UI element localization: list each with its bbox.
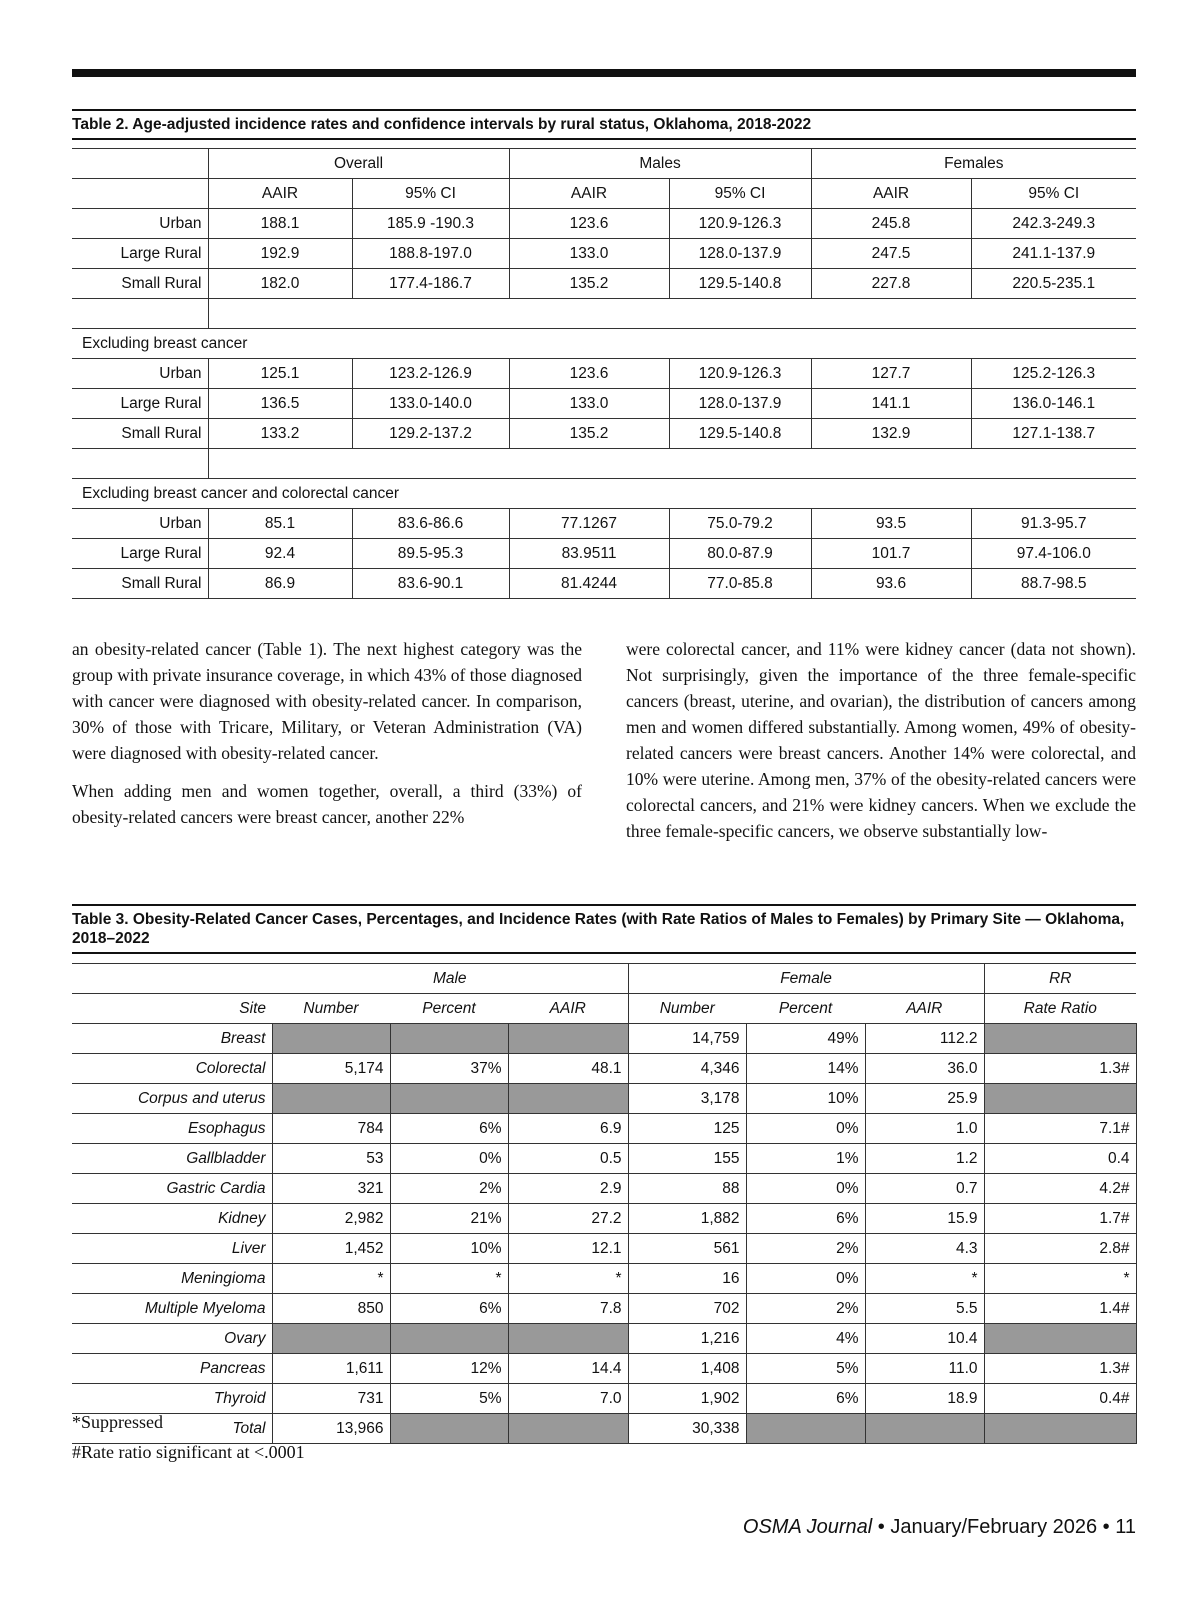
table3-cell: 1.2 — [865, 1144, 984, 1174]
table3-cell — [508, 1084, 628, 1114]
footnote-suppressed: *Suppressed — [72, 1412, 163, 1432]
table3-cell: 18.9 — [865, 1384, 984, 1414]
table3-column-header: AAIR — [865, 994, 984, 1024]
table3-column-header-row — [72, 994, 1136, 1024]
table2-cell: 92.4 — [208, 539, 352, 569]
table3-cell: 1,882 — [628, 1204, 746, 1234]
table3-cell — [984, 1084, 1136, 1114]
table3-cell: 1.3# — [984, 1054, 1136, 1084]
table3-cell: 12% — [390, 1354, 508, 1384]
table3-cell: 6% — [390, 1294, 508, 1324]
table3-cell: 5% — [746, 1354, 865, 1384]
issue-and-page: • January/February 2026 • 11 — [872, 1516, 1136, 1538]
table3-cell: 16 — [628, 1264, 746, 1294]
table3-row — [72, 1054, 1136, 1084]
table2-cell: 120.9-126.3 — [669, 359, 811, 389]
table3-cell — [390, 1024, 508, 1054]
table3-cell: 10% — [390, 1234, 508, 1264]
table2-cell: 77.1267 — [509, 509, 669, 539]
table3-site-label: Corpus and uterus — [72, 1084, 272, 1114]
table3-cell — [746, 1414, 865, 1444]
table3-cell — [984, 1024, 1136, 1054]
table2-cell: 132.9 — [811, 419, 971, 449]
table3-cell — [390, 1084, 508, 1114]
table2-row-label: Urban — [72, 359, 208, 389]
table2-cell: 85.1 — [208, 509, 352, 539]
table2-corner-cell — [72, 149, 208, 179]
table3-cell: 10.4 — [865, 1324, 984, 1354]
table2-row-label: Urban — [72, 209, 208, 239]
table2-row — [72, 239, 1136, 269]
table3-cell: 4% — [746, 1324, 865, 1354]
table3-cell — [865, 1414, 984, 1444]
table3-site-label: Meningioma — [72, 1264, 272, 1294]
body-paragraph: were colorectal cancer, and 11% were kidney cancer (data not shown). Not surprisingly, given the importance of the three female-specific cancers (breast, uterine, and ovarian), the distribution of cancers among men and women differed substantially. Among women, 49% of obesity-related cancers were breast cancers. Another 14% were colorectal, and 10% were uterine. Among men, 37% of the obesity-related cancers were colorectal cancers, and 21% were kidney cancers. When we exclude the three female-specific cancers, we observe substantially low- — [626, 639, 1136, 841]
table3-site-label: Ovary — [72, 1324, 272, 1354]
table2-cell: 81.4244 — [509, 569, 669, 599]
table2-cell: 136.0-146.1 — [971, 389, 1136, 419]
table2-group-label: Females — [811, 149, 1136, 179]
table3-cell: 2.9 — [508, 1174, 628, 1204]
table3-cell: 4.3 — [865, 1234, 984, 1264]
table2-cell: 129.5-140.8 — [669, 419, 811, 449]
table2-section-title: Excluding breast cancer and colorectal cancer — [72, 479, 1136, 509]
table3-cell: 6% — [746, 1384, 865, 1414]
table3-cell: 2% — [746, 1294, 865, 1324]
table3-column-header: Percent — [746, 994, 865, 1024]
table3-site-label: Breast — [72, 1024, 272, 1054]
table3-cell: 10% — [746, 1084, 865, 1114]
table2-cell: 125.2-126.3 — [971, 359, 1136, 389]
table2-group-header — [72, 149, 1136, 179]
table2-cell: 177.4-186.7 — [352, 269, 509, 299]
table2-section-row — [72, 479, 1136, 509]
table3-cell: 6% — [390, 1114, 508, 1144]
table3-site-label: Esophagus — [72, 1114, 272, 1144]
table3-cell: 784 — [272, 1114, 390, 1144]
table2-spacer-cell — [208, 449, 1136, 479]
table2-row-label: Small Rural — [72, 569, 208, 599]
table3-cell: 27.2 — [508, 1204, 628, 1234]
table3-cell: * — [508, 1264, 628, 1294]
table2-row — [72, 509, 1136, 539]
table2-cell: 86.9 — [208, 569, 352, 599]
table3-cell: 14.4 — [508, 1354, 628, 1384]
table3-cell: 731 — [272, 1384, 390, 1414]
body-paragraph: an obesity-related cancer (Table 1). The next highest category was the group with private insurance coverage, in which 43% of those diagnosed with cancer were diagnosed with obesity-related cancer. In comparison, 30% of those with Tricare, Military, or Veteran Administration (VA) were diagnosed with obesity-related cancer. — [72, 639, 582, 763]
table3-row — [72, 1174, 1136, 1204]
table2-row — [72, 389, 1136, 419]
table3-cell — [984, 1324, 1136, 1354]
table2-cell: 135.2 — [509, 419, 669, 449]
table3-cell — [390, 1414, 508, 1444]
body-column-left — [72, 636, 582, 842]
table2-cell: 123.6 — [509, 209, 669, 239]
table2-cell: 227.8 — [811, 269, 971, 299]
table3-corner-cell — [72, 964, 272, 994]
table3-cell: * — [984, 1264, 1136, 1294]
table3-cell: 0.5 — [508, 1144, 628, 1174]
table2-cell: 133.0 — [509, 239, 669, 269]
table3-site-label: Colorectal — [72, 1054, 272, 1084]
table3-cell: 88 — [628, 1174, 746, 1204]
table3-title: Table 3. Obesity-Related Cancer Cases, Percentages, and Incidence Rates (with Rate Ratios of Males to Females) by Primary Site — Oklahoma, 2018–2022 — [72, 904, 1136, 954]
table3-cell — [984, 1414, 1136, 1444]
table3-site-label: Gallbladder — [72, 1144, 272, 1174]
table3-row — [72, 1384, 1136, 1414]
table2-cell: 241.1-137.9 — [971, 239, 1136, 269]
table3-cell: * — [272, 1264, 390, 1294]
table3-cell: 15.9 — [865, 1204, 984, 1234]
table3-cell — [272, 1324, 390, 1354]
table2-section-row — [72, 329, 1136, 359]
table3-cell: 5,174 — [272, 1054, 390, 1084]
table3-cell: 1,408 — [628, 1354, 746, 1384]
table2-group-label: Males — [509, 149, 811, 179]
table2-spacer-row — [72, 449, 1136, 479]
table2-cell: 136.5 — [208, 389, 352, 419]
table3-cell — [508, 1414, 628, 1444]
table3-cell: 125 — [628, 1114, 746, 1144]
table3-site-label: Pancreas — [72, 1354, 272, 1384]
table3-cell: 112.2 — [865, 1024, 984, 1054]
table3-cell — [390, 1324, 508, 1354]
table2-spacer-cell — [72, 449, 208, 479]
table3-cell: 1.7# — [984, 1204, 1136, 1234]
table3-site-label: Thyroid — [72, 1384, 272, 1414]
table3-cell: 321 — [272, 1174, 390, 1204]
table3-cell: 5% — [390, 1384, 508, 1414]
table2-cell: 129.5-140.8 — [669, 269, 811, 299]
table3-cell: 7.8 — [508, 1294, 628, 1324]
table2-cell: 77.0-85.8 — [669, 569, 811, 599]
table2-spacer-row — [72, 299, 1136, 329]
table3-column-header: Percent — [390, 994, 508, 1024]
table2-cell: 135.2 — [509, 269, 669, 299]
table3-cell: 4.2# — [984, 1174, 1136, 1204]
table2-cell: 75.0-79.2 — [669, 509, 811, 539]
table3-cell: 13,966 — [272, 1414, 390, 1444]
table3-cell: 1.0 — [865, 1114, 984, 1144]
table2-row — [72, 269, 1136, 299]
table3-cell: 25.9 — [865, 1084, 984, 1114]
table3-cell: 1,611 — [272, 1354, 390, 1384]
table3-cell: 3,178 — [628, 1084, 746, 1114]
table3-column-header: Site — [72, 994, 272, 1024]
table3-row — [72, 1144, 1136, 1174]
table2-cell: 247.5 — [811, 239, 971, 269]
table2-title: Table 2. Age-adjusted incidence rates and confidence intervals by rural status, Oklahoma, 2018-2022 — [72, 109, 1136, 140]
table2-cell: 133.0 — [509, 389, 669, 419]
table3-site-label: Liver — [72, 1234, 272, 1264]
table2-corner-cell — [72, 179, 208, 209]
table2-cell: 93.5 — [811, 509, 971, 539]
table3-row — [72, 1204, 1136, 1234]
table3-cell: 14,759 — [628, 1024, 746, 1054]
table2-cell: 101.7 — [811, 539, 971, 569]
table2-cell: 242.3-249.3 — [971, 209, 1136, 239]
table3-cell: 2,982 — [272, 1204, 390, 1234]
table3-cell: 1,216 — [628, 1324, 746, 1354]
table3-site-label: Kidney — [72, 1204, 272, 1234]
table2-row — [72, 539, 1136, 569]
table3-cell: 6% — [746, 1204, 865, 1234]
table3-cell: 850 — [272, 1294, 390, 1324]
table2-cell: 123.6 — [509, 359, 669, 389]
table3-cell: 12.1 — [508, 1234, 628, 1264]
table3-group-female: Female — [628, 964, 984, 994]
table3-row — [72, 1114, 1136, 1144]
table2-cell: 128.0-137.9 — [669, 239, 811, 269]
table3-cell: 0% — [746, 1264, 865, 1294]
table2-row-label: Large Rural — [72, 239, 208, 269]
table3-row — [72, 1234, 1136, 1264]
table3-site-label: Multiple Myeloma — [72, 1294, 272, 1324]
table3-cell: 0.4 — [984, 1144, 1136, 1174]
table2-group-label: Overall — [208, 149, 509, 179]
table2-row — [72, 569, 1136, 599]
body-paragraph: When adding men and women together, overall, a third (33%) of obesity-related cancers were breast cancer, another 22% — [72, 781, 582, 827]
table2-cell: 97.4-106.0 — [971, 539, 1136, 569]
table3-row — [72, 1264, 1136, 1294]
table2 — [72, 148, 1136, 599]
table3-row — [72, 1354, 1136, 1384]
table2-row-label: Large Rural — [72, 539, 208, 569]
table2-cell: 127.7 — [811, 359, 971, 389]
table3-group-header — [72, 964, 1136, 994]
table3-cell: 155 — [628, 1144, 746, 1174]
table3-row — [72, 1324, 1136, 1354]
table2-subheader — [72, 179, 1136, 209]
table2-cell: 188.8-197.0 — [352, 239, 509, 269]
table3-cell: 11.0 — [865, 1354, 984, 1384]
table2-cell: 133.0-140.0 — [352, 389, 509, 419]
table2-cell: 129.2-137.2 — [352, 419, 509, 449]
table2-cell: 192.9 — [208, 239, 352, 269]
table3-cell: 0.4# — [984, 1384, 1136, 1414]
table3-cell: 2.8# — [984, 1234, 1136, 1264]
table3-cell: 37% — [390, 1054, 508, 1084]
table3-cell: 48.1 — [508, 1054, 628, 1084]
table3-cell: 36.0 — [865, 1054, 984, 1084]
table2-cell: 120.9-126.3 — [669, 209, 811, 239]
table3-cell: 0% — [746, 1174, 865, 1204]
table2-row-label: Small Rural — [72, 419, 208, 449]
table3-cell: 2% — [390, 1174, 508, 1204]
table2-cell: 91.3-95.7 — [971, 509, 1136, 539]
table3-cell: 0% — [746, 1114, 865, 1144]
journal-name: OSMA Journal — [742, 1516, 873, 1538]
table3-cell: 49% — [746, 1024, 865, 1054]
table2-spacer-cell — [208, 299, 1136, 329]
table3-row — [72, 1024, 1136, 1054]
table2-row — [72, 359, 1136, 389]
table2-section-title: Excluding breast cancer — [72, 329, 1136, 359]
table2-cell: 220.5-235.1 — [971, 269, 1136, 299]
table2-column-header: 95% CI — [971, 179, 1136, 209]
table2-column-header: AAIR — [811, 179, 971, 209]
table2-column-header: 95% CI — [669, 179, 811, 209]
table3-cell: 53 — [272, 1144, 390, 1174]
table3-column-header: Number — [272, 994, 390, 1024]
table3-cell: 4,346 — [628, 1054, 746, 1084]
table2-column-header: 95% CI — [352, 179, 509, 209]
table3-cell: 1,902 — [628, 1384, 746, 1414]
table3-cell: 0.7 — [865, 1174, 984, 1204]
table3-cell — [508, 1324, 628, 1354]
table3-cell: 1.4# — [984, 1294, 1136, 1324]
table3-row — [72, 1414, 1136, 1444]
table2-cell: 83.9511 — [509, 539, 669, 569]
table3-group-male: Male — [272, 964, 628, 994]
page-footer — [743, 1516, 1136, 1539]
table2-spacer-cell — [72, 299, 208, 329]
table2-cell: 188.1 — [208, 209, 352, 239]
footnote-significance: #Rate ratio significant at <.0001 — [72, 1442, 305, 1462]
table3-cell: 21% — [390, 1204, 508, 1234]
table2-cell: 123.2-126.9 — [352, 359, 509, 389]
table2-cell: 245.8 — [811, 209, 971, 239]
table3-column-header: Rate Ratio — [984, 994, 1136, 1024]
table3-cell: 6.9 — [508, 1114, 628, 1144]
table2-row-label: Large Rural — [72, 389, 208, 419]
table3-cell: 5.5 — [865, 1294, 984, 1324]
table3-cell: 14% — [746, 1054, 865, 1084]
table2-row — [72, 419, 1136, 449]
table3-cell: * — [865, 1264, 984, 1294]
table2-cell: 93.6 — [811, 569, 971, 599]
table2-row-label: Small Rural — [72, 269, 208, 299]
table3-cell: 30,338 — [628, 1414, 746, 1444]
table3-row — [72, 1294, 1136, 1324]
table3-cell: 7.0 — [508, 1384, 628, 1414]
table3-cell: * — [390, 1264, 508, 1294]
table3-site-label: Total — [72, 1414, 272, 1444]
table3-column-header: Number — [628, 994, 746, 1024]
table3-cell: 1% — [746, 1144, 865, 1174]
table2-cell: 185.9 -190.3 — [352, 209, 509, 239]
table3-cell — [272, 1084, 390, 1114]
table3-group-rr: RR — [984, 964, 1136, 994]
table2-row-label: Urban — [72, 509, 208, 539]
table2-cell: 127.1-138.7 — [971, 419, 1136, 449]
table2-cell: 80.0-87.9 — [669, 539, 811, 569]
table2-cell: 83.6-86.6 — [352, 509, 509, 539]
table3-cell: 702 — [628, 1294, 746, 1324]
top-rule — [72, 69, 1136, 77]
table2-cell: 133.2 — [208, 419, 352, 449]
table3-column-header: AAIR — [508, 994, 628, 1024]
table2-column-header: AAIR — [208, 179, 352, 209]
table3 — [72, 963, 1137, 1444]
table2-cell: 182.0 — [208, 269, 352, 299]
table2-cell: 141.1 — [811, 389, 971, 419]
table3-cell: 2% — [746, 1234, 865, 1264]
table3-cell: 1.3# — [984, 1354, 1136, 1384]
body-column-right — [626, 636, 1136, 856]
table2-cell: 88.7-98.5 — [971, 569, 1136, 599]
table3-site-label: Gastric Cardia — [72, 1174, 272, 1204]
table2-cell: 89.5-95.3 — [352, 539, 509, 569]
table2-cell: 128.0-137.9 — [669, 389, 811, 419]
table3-cell: 1,452 — [272, 1234, 390, 1264]
table2-row — [72, 209, 1136, 239]
table3-cell: 0% — [390, 1144, 508, 1174]
table2-cell: 125.1 — [208, 359, 352, 389]
table3-row — [72, 1084, 1136, 1114]
table2-column-header: AAIR — [509, 179, 669, 209]
table2-cell: 83.6-90.1 — [352, 569, 509, 599]
table3-cell: 7.1# — [984, 1114, 1136, 1144]
table3-cell — [508, 1024, 628, 1054]
table3-cell: 561 — [628, 1234, 746, 1264]
table3-cell — [272, 1024, 390, 1054]
